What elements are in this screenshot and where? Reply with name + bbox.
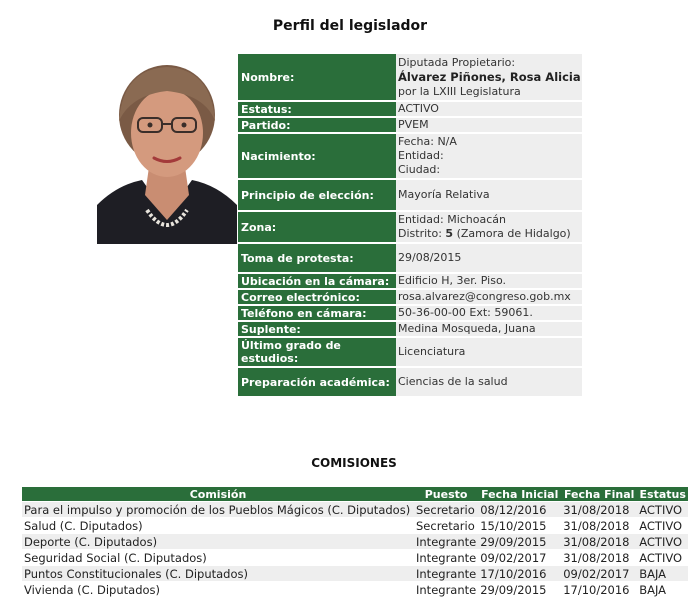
comision-puesto: Integrante	[416, 550, 477, 565]
comisiones-header-row	[22, 487, 688, 501]
label-principio: Principio de elección:	[238, 180, 396, 210]
value-nombre	[396, 54, 582, 100]
table-row	[22, 502, 688, 517]
zona-distrito: Distrito: 5 (Zamora de Hidalgo)	[398, 227, 571, 240]
value-correo: rosa.alvarez@congreso.gob.mx	[396, 290, 582, 304]
comision-puesto: Integrante	[416, 534, 477, 549]
comision-name: Salud (C. Diputados)	[24, 518, 143, 533]
row-nombre	[238, 54, 582, 100]
row-protesta	[238, 244, 582, 272]
comision-estatus: BAJA	[639, 582, 667, 597]
comision-puesto: Integrante	[416, 566, 477, 581]
comision-name: Para el impulso y promoción de los Pueblos Mágicos (C. Diputados)	[22, 502, 414, 517]
nacimiento-entidad: Entidad:	[398, 149, 444, 162]
table-row	[22, 550, 688, 565]
comision-fecha-final: 31/08/2018	[563, 518, 630, 533]
table-row	[22, 518, 688, 533]
comision-estatus: ACTIVO	[639, 550, 683, 565]
comision-estatus: ACTIVO	[637, 534, 688, 549]
col-fecha-inicial: Fecha Inicial	[478, 487, 561, 501]
value-estatus: ACTIVO	[396, 102, 582, 116]
comision-name: Puntos Constitucionales (C. Diputados)	[22, 566, 414, 581]
label-suplente: Suplente:	[238, 322, 396, 336]
comision-estatus: BAJA	[637, 566, 688, 581]
comision-fecha-final: 31/08/2018	[563, 550, 630, 565]
value-partido: PVEM	[396, 118, 582, 132]
comision-puesto: Secretario	[416, 518, 475, 533]
comision-name: Deporte (C. Diputados)	[22, 534, 414, 549]
row-nacimiento	[238, 134, 582, 178]
label-preparacion: Preparación académica:	[238, 368, 396, 396]
comisiones-title: COMISIONES	[311, 456, 397, 470]
page-title: Perfil del legislador	[272, 18, 428, 34]
col-puesto: Puesto	[414, 487, 478, 501]
col-comision: Comisión	[22, 487, 414, 501]
table-row	[22, 582, 688, 597]
value-grado: Licenciatura	[396, 338, 582, 366]
label-estatus: Estatus:	[238, 102, 396, 116]
value-suplente: Medina Mosqueda, Juana	[396, 322, 582, 336]
col-fecha-final: Fecha Final	[561, 487, 637, 501]
value-principio: Mayoría Relativa	[396, 180, 582, 210]
legislator-name: Álvarez Piñones, Rosa Alicia	[398, 69, 581, 84]
label-nacimiento: Nacimiento:	[238, 134, 396, 178]
comisiones-table	[22, 486, 688, 598]
value-telefono: 50-36-00-00 Ext: 59061.	[396, 306, 582, 320]
col-estatus: Estatus	[637, 487, 688, 501]
label-ubicacion: Ubicación en la cámara:	[238, 274, 396, 288]
value-preparacion: Ciencias de la salud	[396, 368, 582, 396]
row-estatus	[238, 102, 582, 116]
cargo-text: Diputada Propietario:	[398, 55, 516, 69]
comision-fecha-final: 31/08/2018	[561, 502, 637, 517]
distrito-number: 5	[445, 227, 454, 240]
table-row	[22, 534, 688, 549]
nacimiento-fecha: Fecha: N/A	[398, 135, 457, 148]
comision-puesto: Integrante	[416, 582, 477, 597]
comision-fecha-final: 09/02/2017	[561, 566, 637, 581]
comision-fecha-inicial: 29/09/2015	[478, 534, 561, 549]
label-correo: Correo electrónico:	[238, 290, 396, 304]
comision-fecha-inicial: 09/02/2017	[480, 550, 547, 565]
row-grado	[238, 338, 582, 366]
row-partido	[238, 118, 582, 132]
label-partido: Partido:	[238, 118, 396, 132]
comision-fecha-inicial: 29/09/2015	[480, 582, 547, 597]
comision-name: Vivienda (C. Diputados)	[24, 582, 161, 597]
label-protesta: Toma de protesta:	[238, 244, 396, 272]
label-grado: Último grado de estudios:	[238, 338, 396, 366]
value-ubicacion: Edificio H, 3er. Piso.	[396, 274, 582, 288]
comision-fecha-inicial: 08/12/2016	[478, 502, 561, 517]
table-row	[22, 566, 688, 581]
row-zona	[238, 212, 582, 242]
row-preparacion	[238, 368, 582, 396]
value-nacimiento	[396, 134, 582, 178]
row-correo	[238, 290, 582, 304]
comision-fecha-inicial: 15/10/2015	[480, 518, 547, 533]
label-telefono: Teléfono en cámara:	[238, 306, 396, 320]
comision-puesto: Secretario	[414, 502, 478, 517]
profile-table	[238, 52, 582, 398]
label-nombre: Nombre:	[238, 54, 396, 100]
row-telefono	[238, 306, 582, 320]
comision-fecha-inicial: 17/10/2016	[478, 566, 561, 581]
comision-estatus: ACTIVO	[637, 502, 688, 517]
row-principio	[238, 180, 582, 210]
comision-name: Seguridad Social (C. Diputados)	[24, 550, 207, 565]
legislatura-text: por la LXIII Legislatura	[398, 84, 521, 98]
comision-estatus: ACTIVO	[639, 518, 683, 533]
comision-fecha-final: 17/10/2016	[563, 582, 630, 597]
nacimiento-ciudad: Ciudad:	[398, 163, 441, 176]
value-protesta: 29/08/2015	[396, 244, 582, 272]
zona-entidad: Entidad: Michoacán	[398, 213, 506, 226]
row-ubicacion	[238, 274, 582, 288]
legislator-photo	[97, 55, 237, 244]
comision-fecha-final: 31/08/2018	[561, 534, 637, 549]
value-zona	[396, 212, 582, 242]
label-zona: Zona:	[238, 212, 396, 242]
row-suplente	[238, 322, 582, 336]
